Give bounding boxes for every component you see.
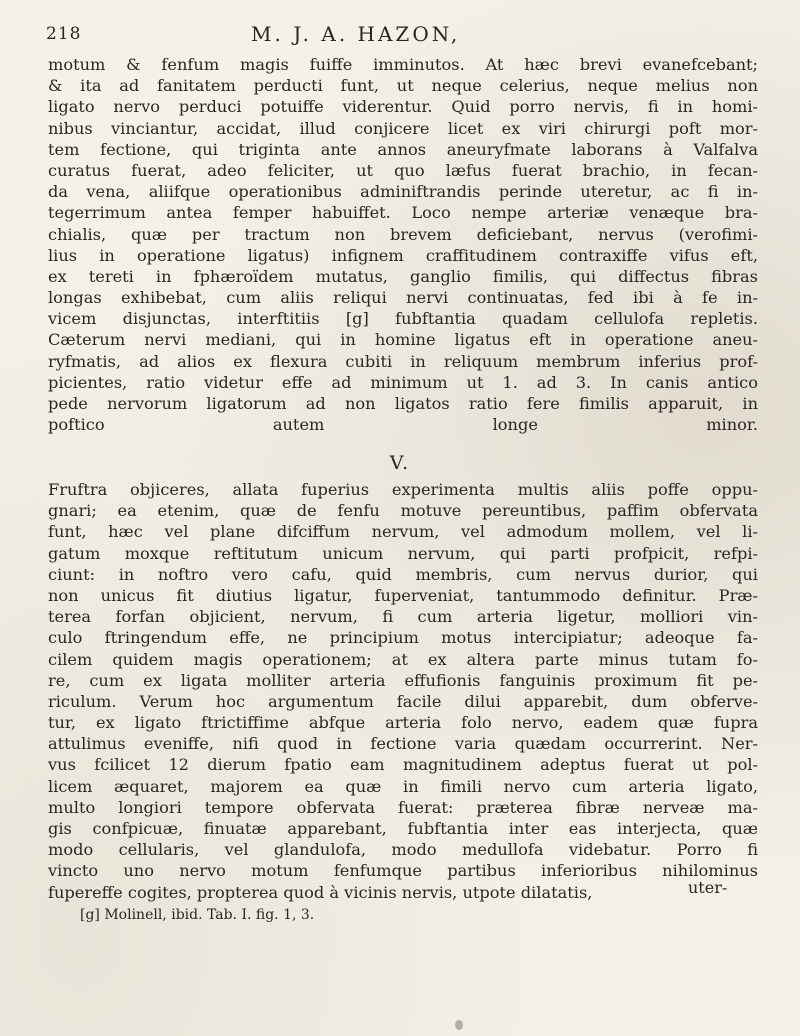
text-line: longas exhibebat, cum aliis reliqui nervi continuatas, fed ibi à fe in- <box>48 288 758 308</box>
text-line: poftico autem longe minor. <box>48 415 758 435</box>
text-line: fupereffe cogites, propterea quod à vicinis nervis, utpote dilatatis, <box>48 882 593 902</box>
text-line: motum & fenfum magis fuiffe imminutos. At hæc brevi evanefcebant; <box>48 55 758 74</box>
paragraph-1 <box>48 54 758 457</box>
catchword: uter- <box>688 878 728 897</box>
text-line: multo longiori tempore obfervata fuerat: præterea fibræ nerveæ ma- <box>48 797 758 817</box>
text-line: terea forfan objicient, nervum, fi cum arteria ligetur, molliori vin- <box>48 607 758 627</box>
text-line: da vena, aliifque operationibus adminiftrandis perinde uteretur, ac fi in- <box>48 182 758 202</box>
text-line: pede nervorum ligatorum ad non ligatos ratio fere fimilis apparuit, in <box>48 394 758 413</box>
ink-spot <box>455 1020 463 1030</box>
section-heading: V. <box>389 452 411 474</box>
text-line: gnari; ea etenim, quæ de fenfu motuve pereuntibus, paffim obfervata <box>48 501 758 521</box>
text-line: curatus fuerat, adeo feliciter, ut quo læfus fuerat brachio, in fecan- <box>48 160 758 180</box>
text-line: Fruftra objiceres, allata fuperius experimenta multis aliis poffe oppu- <box>48 480 758 499</box>
text-line: funt, hæc vel plane difciffum nervum, vel admodum mollem, vel li- <box>48 522 758 542</box>
text-line: ciunt: in noftro vero cafu, quid membris, cum nervus durior, qui <box>48 564 758 584</box>
text-line: ryfmatis, ad alios ex flexura cubiti in reliquum membrum inferius prof- <box>48 351 758 371</box>
text-line: ligato nervo perduci potuiffe viderentur. Quid porro nervis, fi in homi- <box>48 97 758 117</box>
text-line: tem fectione, qui triginta ante annos aneuryfmate laborans à Valfalva <box>48 139 758 159</box>
text-line: vicem disjunctas, interftitiis [g] fubftantia quadam cellulofa repletis. <box>48 309 758 329</box>
text-line: attulimus eveniffe, nifi quod in fectione varia quædam occurrerint. Ner- <box>48 734 758 754</box>
paragraph-2 <box>48 479 758 903</box>
text-line: lius in operatione ligatus) infignem craffitudinem contraxiffe vifus eft, <box>48 245 758 265</box>
text-line: tegerrimum antea femper habuiffet. Loco nempe arteriæ venæque bra- <box>48 203 758 223</box>
text-line: gis confpicuæ, finuatæ apparebant, fubftantia inter eas interjecta, quæ <box>48 819 758 838</box>
text-line: tur, ex ligato ftrictiffime abfque arteria folo nervo, eadem quæ fupra <box>48 713 758 733</box>
running-title: M. J. A. HAZON, <box>251 22 461 46</box>
text-line: nibus vinciantur, accidat, illud conjicere licet ex viri chirurgi poft mor- <box>48 118 758 138</box>
text-line: cilem quidem magis operationem; at ex altera parte minus tutam fo- <box>48 649 758 669</box>
text-line: vus fcilicet 12 dierum fpatio eam magnitudinem adeptus fuerat ut pol- <box>48 755 758 775</box>
text-line: gatum moxque reftitutum unicum nervum, qui parti profpicit, refpi- <box>48 543 758 563</box>
text-line: culo ftringendum effe, ne principium motus intercipiatur; adeoque fa- <box>48 628 758 648</box>
text-line: & ita ad fanitatem perducti funt, ut neque celerius, neque melius non <box>48 76 758 96</box>
text-line: ex tereti in fphæroïdem mutatus, ganglio fimilis, qui diffectus fibras <box>48 266 758 286</box>
text-line: non unicus fit diutius ligatur, fuperveniat, tantummodo definitur. Præ- <box>48 585 758 605</box>
running-head <box>46 22 766 52</box>
text-line: riculum. Verum hoc argumentum facile dilui apparebit, dum obferve- <box>48 691 758 711</box>
text-line: Cæterum nervi mediani, qui in homine ligatus eft in operatione aneu- <box>48 330 758 350</box>
footnote: [g] Molinell, ibid. Tab. I. fig. 1, 3. <box>80 907 315 923</box>
text-line: modo cellularis, vel glandulofa, modo medullofa videbatur. Porro fi <box>48 840 758 860</box>
page-number: 218 <box>46 24 82 44</box>
text-line: picientes, ratio videtur effe ad minimum ut 1. ad 3. In canis antico <box>48 372 758 392</box>
text-line: licem æquaret, majorem ea quæ in fimili nervo cum arteria ligato, <box>48 776 758 796</box>
text-line: chialis, quæ per tractum non brevem deficiebant, nervus (verofimi- <box>48 224 758 244</box>
text-line: vincto uno nervo motum fenfumque partibus inferioribus nihilominus <box>48 861 758 881</box>
text-line: re, cum ex ligata molliter arteria effufionis fanguinis proximum fit pe- <box>48 670 758 690</box>
